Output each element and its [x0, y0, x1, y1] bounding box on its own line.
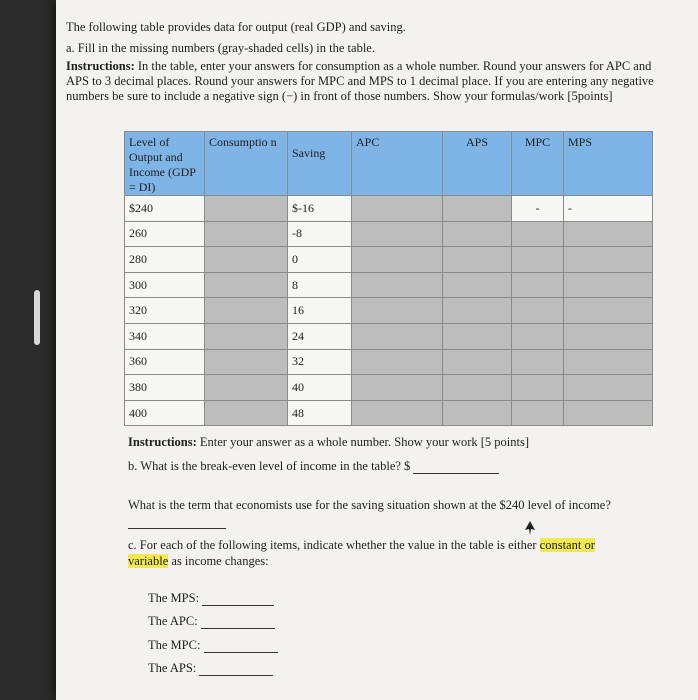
cell-mpc[interactable]: [512, 400, 564, 426]
cell-mpc[interactable]: [512, 323, 564, 349]
cell-aps[interactable]: [443, 247, 512, 273]
cell-mpc[interactable]: [512, 349, 564, 375]
table-header-row: [125, 132, 653, 196]
cell-mps[interactable]: [564, 272, 653, 298]
cell-aps[interactable]: [443, 349, 512, 375]
cell-income: 340: [125, 323, 205, 349]
table-row: [125, 221, 653, 247]
item-apc: [148, 613, 275, 629]
cell-income: $240: [125, 196, 205, 222]
highlight-variable: variable: [128, 554, 169, 568]
answer-blank-term[interactable]: [128, 516, 226, 529]
cell-mps[interactable]: [564, 375, 653, 401]
cell-mps: -: [564, 196, 653, 222]
cell-apc[interactable]: [352, 272, 443, 298]
cell-mpc[interactable]: [512, 272, 564, 298]
cell-apc[interactable]: [352, 298, 443, 324]
cell-aps[interactable]: [443, 400, 512, 426]
cell-mpc[interactable]: [512, 247, 564, 273]
question-c-suffix: as income changes:: [168, 554, 269, 568]
cell-consumption[interactable]: [205, 272, 288, 298]
header-consumption: Consumptio n: [205, 132, 288, 196]
cell-saving: $-16: [288, 196, 352, 222]
cell-income: 400: [125, 400, 205, 426]
cell-apc[interactable]: [352, 375, 443, 401]
instructions-part-b: [128, 434, 529, 450]
intro-line-2: a. Fill in the missing numbers (gray-shaded cells) in the table.: [66, 41, 375, 55]
cell-mpc: -: [512, 196, 564, 222]
cell-income: 320: [125, 298, 205, 324]
scroll-edge: [34, 290, 40, 345]
cell-mps[interactable]: [564, 221, 653, 247]
table-row: [125, 375, 653, 401]
cell-income: 260: [125, 221, 205, 247]
cell-consumption[interactable]: [205, 221, 288, 247]
data-table: [124, 131, 653, 426]
cell-mps[interactable]: [564, 349, 653, 375]
cell-mps[interactable]: [564, 247, 653, 273]
cell-consumption[interactable]: [205, 375, 288, 401]
highlight-constant: constant or: [539, 538, 595, 552]
cell-aps[interactable]: [443, 375, 512, 401]
instructions-label: Instructions:: [66, 59, 135, 73]
cell-consumption[interactable]: [205, 247, 288, 273]
cell-mps[interactable]: [564, 298, 653, 324]
cell-consumption[interactable]: [205, 298, 288, 324]
cell-saving: 24: [288, 323, 352, 349]
answer-blank-mps[interactable]: [202, 593, 274, 606]
question-c: [128, 537, 658, 569]
header-income: Level of Output and Income (GDP = DI): [125, 132, 205, 196]
table-row: [125, 349, 653, 375]
cell-apc[interactable]: [352, 349, 443, 375]
cell-income: 360: [125, 349, 205, 375]
cell-apc[interactable]: [352, 400, 443, 426]
cell-mpc[interactable]: [512, 298, 564, 324]
question-term: [128, 497, 648, 529]
table-row: [125, 272, 653, 298]
table-row: [125, 196, 653, 222]
cell-aps[interactable]: [443, 298, 512, 324]
instructions-text: In the table, enter your answers for consumption as a whole number. Round your answers for APC and APS to 3 decimal places. Round your answers for MPC and MPS to 1 decimal place. If you are entering any negative numbers be sure to include a negative sign (−) in front of those numbers. Show your formulas/work [5points]: [66, 59, 654, 103]
header-mpc: MPC: [512, 132, 564, 196]
cell-income: 380: [125, 375, 205, 401]
cell-mpc[interactable]: [512, 221, 564, 247]
cell-consumption[interactable]: [205, 349, 288, 375]
cell-aps[interactable]: [443, 196, 512, 222]
table-row: [125, 298, 653, 324]
question-term-text: What is the term that economists use for the saving situation shown at the $240 level of income?: [128, 498, 611, 512]
item-label: The APS:: [148, 661, 197, 675]
item-mpc: [148, 637, 278, 653]
cell-aps[interactable]: [443, 272, 512, 298]
table-row: [125, 323, 653, 349]
answer-blank-mpc[interactable]: [204, 640, 278, 653]
header-aps: APS: [443, 132, 512, 196]
cell-saving: 32: [288, 349, 352, 375]
cell-apc[interactable]: [352, 196, 443, 222]
item-aps: [148, 660, 273, 676]
answer-blank-apc[interactable]: [201, 616, 275, 629]
item-label: The MPC:: [148, 638, 201, 652]
cell-saving: 16: [288, 298, 352, 324]
cell-consumption[interactable]: [205, 323, 288, 349]
cell-apc[interactable]: [352, 247, 443, 273]
cell-saving: -8: [288, 221, 352, 247]
item-label: The APC:: [148, 614, 198, 628]
item-label: The MPS:: [148, 591, 200, 605]
instructions-table: [66, 59, 656, 104]
table-row: [125, 400, 653, 426]
question-b-text: b. What is the break-even level of income in the table? $: [128, 459, 411, 473]
cell-aps[interactable]: [443, 221, 512, 247]
cell-aps[interactable]: [443, 323, 512, 349]
header-saving: Saving: [288, 132, 352, 196]
cell-saving: 8: [288, 272, 352, 298]
cell-income: 280: [125, 247, 205, 273]
cursor-icon: [524, 521, 536, 535]
cell-saving: 40: [288, 375, 352, 401]
cell-saving: 0: [288, 247, 352, 273]
answer-blank-b[interactable]: [413, 461, 499, 474]
question-c-prefix: c. For each of the following items, indicate whether the value in the table is either: [128, 538, 540, 552]
cell-apc[interactable]: [352, 323, 443, 349]
table-row: [125, 247, 653, 273]
header-mps: MPS: [564, 132, 653, 196]
cell-consumption[interactable]: [205, 400, 288, 426]
cell-mpc[interactable]: [512, 375, 564, 401]
instructions-b-text: Enter your answer as a whole number. Show your work [5 points]: [196, 435, 529, 449]
instructions-b-label: Instructions:: [128, 435, 197, 449]
question-b: [128, 458, 499, 474]
cell-saving: 48: [288, 400, 352, 426]
cell-consumption[interactable]: [205, 196, 288, 222]
answer-blank-aps[interactable]: [199, 663, 273, 676]
cell-income: 300: [125, 272, 205, 298]
cell-apc[interactable]: [352, 221, 443, 247]
intro-line-1: The following table provides data for output (real GDP) and saving.: [66, 20, 406, 34]
cell-mps[interactable]: [564, 400, 653, 426]
header-apc: APC: [352, 132, 443, 196]
item-mps: [148, 590, 274, 606]
cell-mps[interactable]: [564, 323, 653, 349]
